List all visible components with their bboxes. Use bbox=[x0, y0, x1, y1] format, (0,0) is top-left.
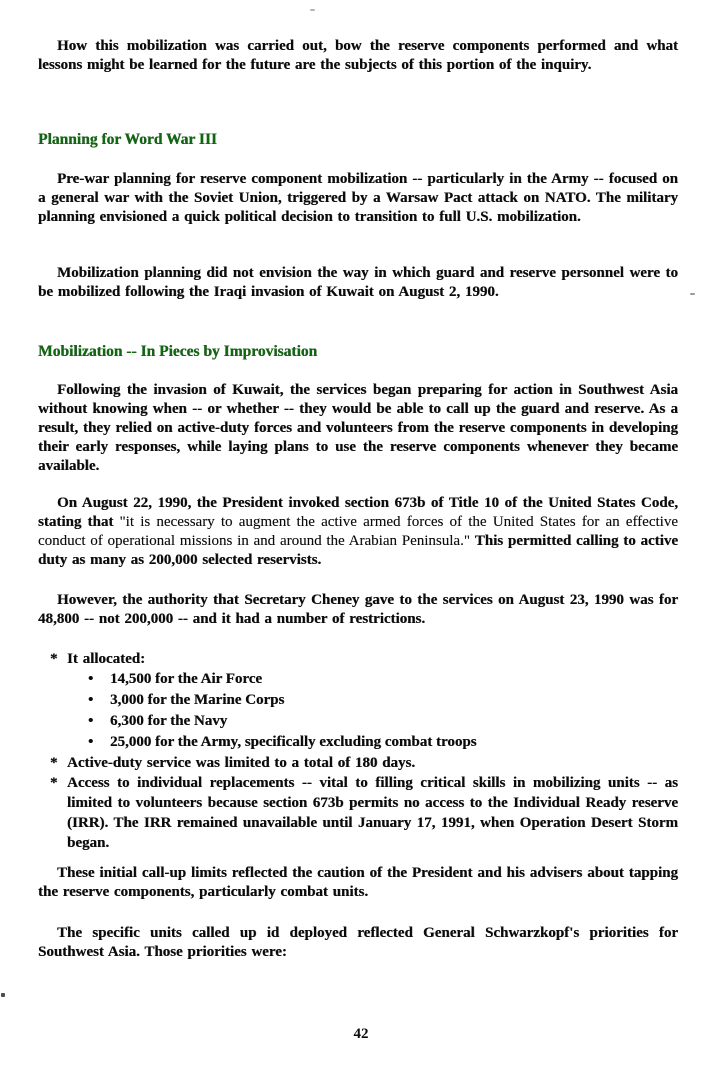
sublist-item-navy bbox=[50, 711, 678, 732]
sublist-item-text: 6,300 for the Navy bbox=[110, 713, 228, 729]
sublist-item-army bbox=[50, 732, 678, 753]
dot-bullet: • bbox=[88, 692, 94, 708]
list-item-text: Active-duty service was limited to a total of 180 days. bbox=[67, 755, 416, 771]
section-heading-planning-for-word-war-iii: Planning for Word War III bbox=[38, 131, 217, 148]
dot-bullet: • bbox=[88, 734, 94, 750]
scan-speck bbox=[310, 9, 315, 11]
sublist-item-text: 14,500 for the Air Force bbox=[110, 671, 263, 687]
sublist-item-text: 25,000 for the Army, specifically excluding combat troops bbox=[110, 734, 477, 750]
paragraph-mobilization-planning: Mobilization planning did not envision the way in which guard and reserve personnel were to be mobilized following the Iraqi invasion of Kuwait on August 2, 1990. bbox=[38, 265, 678, 300]
page-number: 42 bbox=[353, 1026, 369, 1042]
sublist-item-air-force bbox=[50, 669, 678, 690]
asterisk-bullet: * bbox=[50, 775, 58, 791]
paragraph-following-invasion: Following the invasion of Kuwait, the services began preparing for action in Southwest Asia without knowing when -- or whether -- they would be able to call up the guard and reserve. As a result, they relied on active-duty forces and volunteers from the reserve components in developing their early responses, while laying plans to use the reserve components whenever they became available. bbox=[38, 382, 678, 474]
asterisk-bullet: * bbox=[50, 755, 58, 771]
paragraph-august-22-quote: "it is necessary to augment the active armed forces of the United States for an effective conduct of operational missions in and around the Arabian Peninsula." bbox=[38, 514, 678, 549]
list-item-individual-replacements bbox=[50, 773, 678, 853]
section-heading-mobilization-improvisation: Mobilization -- In Pieces by Improvisation bbox=[38, 343, 318, 360]
paragraph-prewar-planning: Pre-war planning for reserve component mobilization -- particularly in the Army -- focused on a general war with the Soviet Union, triggered by a Warsaw Pact attack on NATO. The military planning envisioned a quick political decision to transition to full U.S. mobilization. bbox=[38, 171, 678, 225]
paragraph-specific-units: The specific units called up id deployed reflected General Schwarzkopf's priorities for Southwest Asia. Those priorities were: bbox=[38, 925, 678, 960]
asterisk-bullet: * bbox=[50, 651, 58, 667]
list-item-active-duty-limit bbox=[50, 753, 678, 773]
paragraph-intro: How this mobilization was carried out, bow the reserve components performed and what lessons might be learned for the future are the subjects of this portion of the inquiry. bbox=[38, 38, 678, 73]
sublist-item-text: 3,000 for the Marine Corps bbox=[110, 692, 285, 708]
scan-speck bbox=[690, 293, 695, 295]
sublist-item-marine-corps bbox=[50, 690, 678, 711]
dot-bullet: • bbox=[88, 671, 94, 687]
restrictions-list bbox=[50, 649, 678, 853]
paragraph-callup-limits: These initial call-up limits reflected the caution of the President and his advisers about tapping the reserve components, particularly combat units. bbox=[38, 865, 678, 900]
list-item-text: It allocated: bbox=[67, 651, 146, 667]
dot-bullet: • bbox=[88, 713, 94, 729]
paragraph-august-22-bold-lead: On August 22, 1990, the President invoked section 673b of Title 10 of the United States Code, stating that bbox=[38, 495, 678, 530]
list-item-allocated bbox=[50, 649, 678, 669]
list-item-text: Access to individual replacements -- vital to filling critical skills in mobilizing units -- as limited to volunteers because section 673b permits no access to the Individual Ready reserve (IRR). The IRR remained unavailable until January 17, 1991, when Operation Desert Storm began. bbox=[67, 775, 678, 851]
paragraph-august-22 bbox=[38, 494, 678, 570]
paragraph-however-authority: However, the authority that Secretary Cheney gave to the services on August 23, 1990 was for 48,800 -- not 200,000 -- and it had a number of restrictions. bbox=[38, 592, 678, 627]
paragraph-august-22-bold-tail: This permitted calling to active duty as many as 200,000 selected reservists. bbox=[38, 533, 679, 568]
scan-speck bbox=[1, 993, 5, 997]
